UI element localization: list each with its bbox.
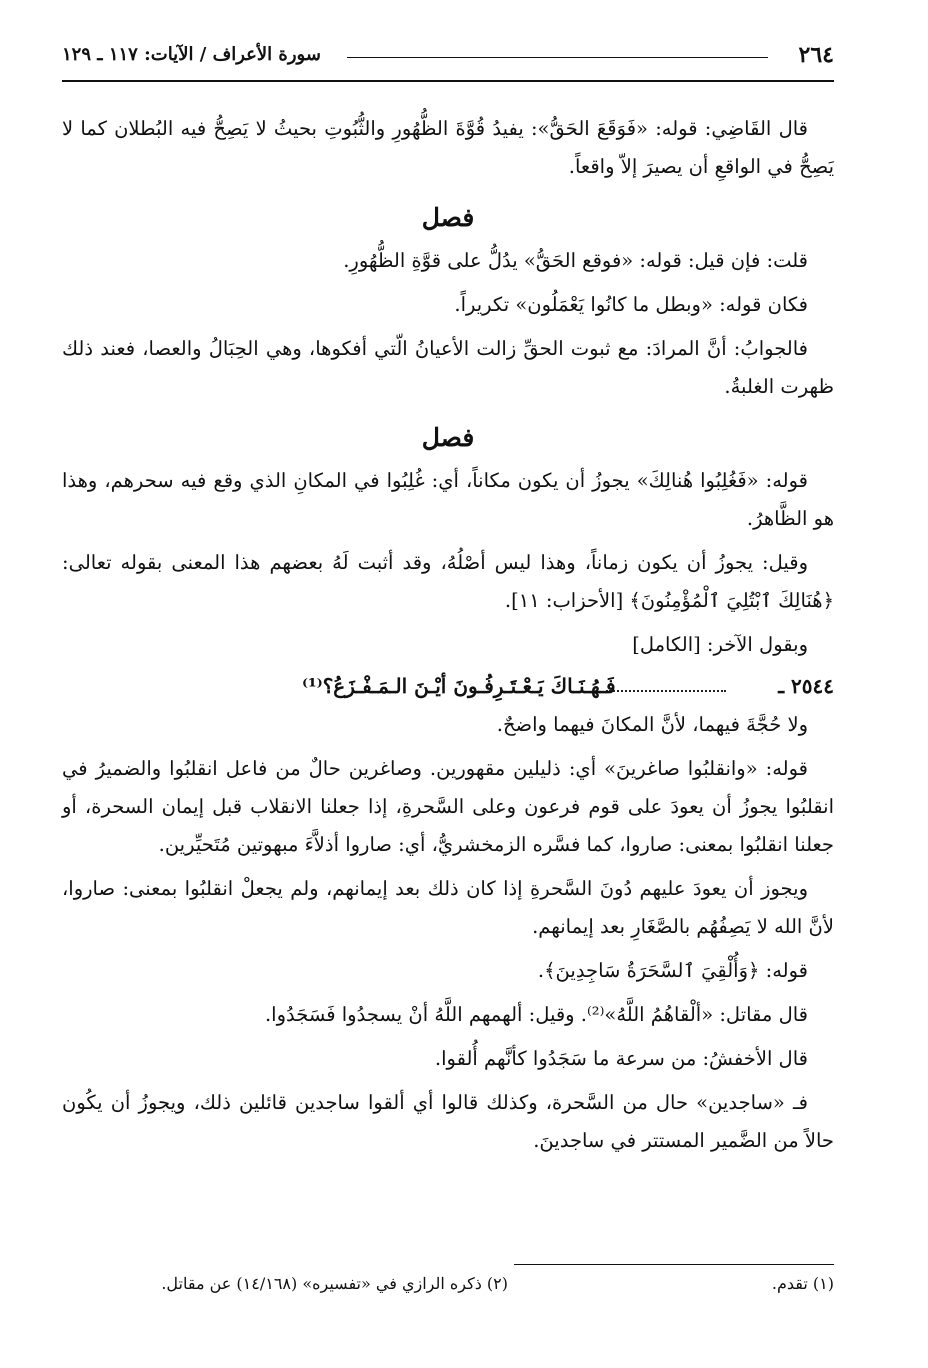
- header-line: [347, 57, 768, 58]
- footnote-2: (٢) ذكره الرازي في «تفسيره» (١٤/١٦٨) عن مقاتل.: [161, 1274, 508, 1293]
- header-title: سورة الأعراف / الآيات: ١١٧ ـ ١٢٩: [62, 44, 321, 65]
- page-number: ٢٦٤: [798, 42, 834, 68]
- paragraph: فكان قوله: «وبطل ما كانُوا يَعْمَلُون» تكريراً.: [454, 293, 808, 316]
- verse-dots: [606, 690, 726, 692]
- paragraph: فالجوابُ: أنَّ المرادَ: مع ثبوت الحقِّ زالت الأعيانُ الّتي أفكوها، وهي الحِبَالُ والعصا، فعند ذلك ظهرت الغلبةُ.: [62, 337, 834, 398]
- footnote-rule: [514, 1264, 834, 1265]
- section-heading: فصل: [421, 203, 475, 232]
- footnotes: [62, 1274, 834, 1304]
- paragraph: فـ «ساجدين» حال من السَّحرة، وكذلك قالوا أي ألقوا ساجدين قائلين ذلك، ويجوزُ أن يكُون حالاً من الضَّمير المستتر في ساجدينَ.: [62, 1091, 834, 1152]
- verse-text: فَـهُـنَـاكَ يَـعْـتَـرِفُـونَ أيْـنَ الـمَـفْـزَعُ؟⁽¹⁾: [302, 674, 616, 698]
- paragraph: قال الأخفشُ: من سرعة ما سَجَدُوا كأنَّهم أُلقوا.: [434, 1047, 808, 1070]
- poem-verse: [62, 666, 834, 706]
- paragraph: قوله: «فَغُلِبُوا هُنالِكَ» يجوزُ أن يكون مكاناً، أي: غُلِبُوا في المكانِ الذي وقع فيه سحرهم، وهذا هو الظَّاهرُ.: [62, 469, 834, 530]
- paragraph: قال مقاتل: «ألْقاهُمُ اللَّهُ»⁽²⁾. وقيل: ألهمهم اللَّهُ أنْ يسجدُوا فَسَجَدُوا.: [264, 1003, 808, 1026]
- paragraph: قال القَاضِي: قوله: «فَوَقَعَ الحَقُّ»: يفيدُ قُوَّةَ الظُّهُورِ والثُّبُوتِ بحيثُ لا يَصِحُّ فيه البُطلان كما لا يَصِحُّ في الواقعِ أن يصيرَ إلاّ واقعاً.: [62, 117, 834, 178]
- paragraph: ولا حُجَّةَ فيهما، لأنَّ المكانَ فيهما واضحٌ.: [496, 713, 808, 736]
- paragraph: وبقول الآخر: [الكامل]: [632, 633, 808, 656]
- paragraph: قوله: «وانقلبُوا صاغرينَ» أي: ذليلين مقهورين. وصاغرين حالٌ من فاعل انقلبُوا والضميرُ في انقلبُوا يجوزُ أن يعودَ على قوم فرعون وعلى السَّحرةِ، إذا جعلنا الانقلاب قبل إيمان السحرة، أو جعلنا انقلبُوا بمعنى: صاروا، كما فسَّره الزمخشريُّ، أي: صاروا أذلاَّءَ مبهوتين مُتَحيِّرين.: [62, 757, 834, 856]
- paragraph: وقيل: يجوزُ أن يكون زماناً، وهذا ليس أصْلُهُ، وقد أثبت لَهُ بعضهم هذا المعنى بقوله تعالى: ﴿هُنَالِكَ ٱبْتُلِيَ ٱلْمُؤْمِنُونَ﴾ [الأحزاب: ١١].: [62, 551, 834, 612]
- section-heading: فصل: [421, 423, 475, 452]
- footnote-1: (١) تقدم.: [771, 1274, 834, 1293]
- paragraph: ويجوز أن يعودَ عليهم دُونَ السَّحرةِ إذا كان ذلك بعد إيمانهم، ولم يجعلْ انقلبُوا بمعنى: صاروا، لأنَّ الله لا يَصِفُهُم بالصَّغَارِ بعد إيمانهم.: [62, 877, 834, 938]
- verse-number: ٢٥٤٤ ـ: [778, 674, 834, 698]
- paragraph: قلت: فإن قيل: قوله: «فوقع الحَقُّ» يدُلُّ على قوَّةِ الظُّهُورِ.: [343, 249, 808, 272]
- running-header: [62, 42, 834, 72]
- main-text: [62, 110, 834, 1160]
- paragraph: قوله: ﴿وَأُلْقِيَ ٱلسَّحَرَةُ سَاجِدِينَ﴾.: [537, 959, 808, 982]
- document-page: [62, 32, 834, 1352]
- header-rule: [62, 80, 834, 82]
